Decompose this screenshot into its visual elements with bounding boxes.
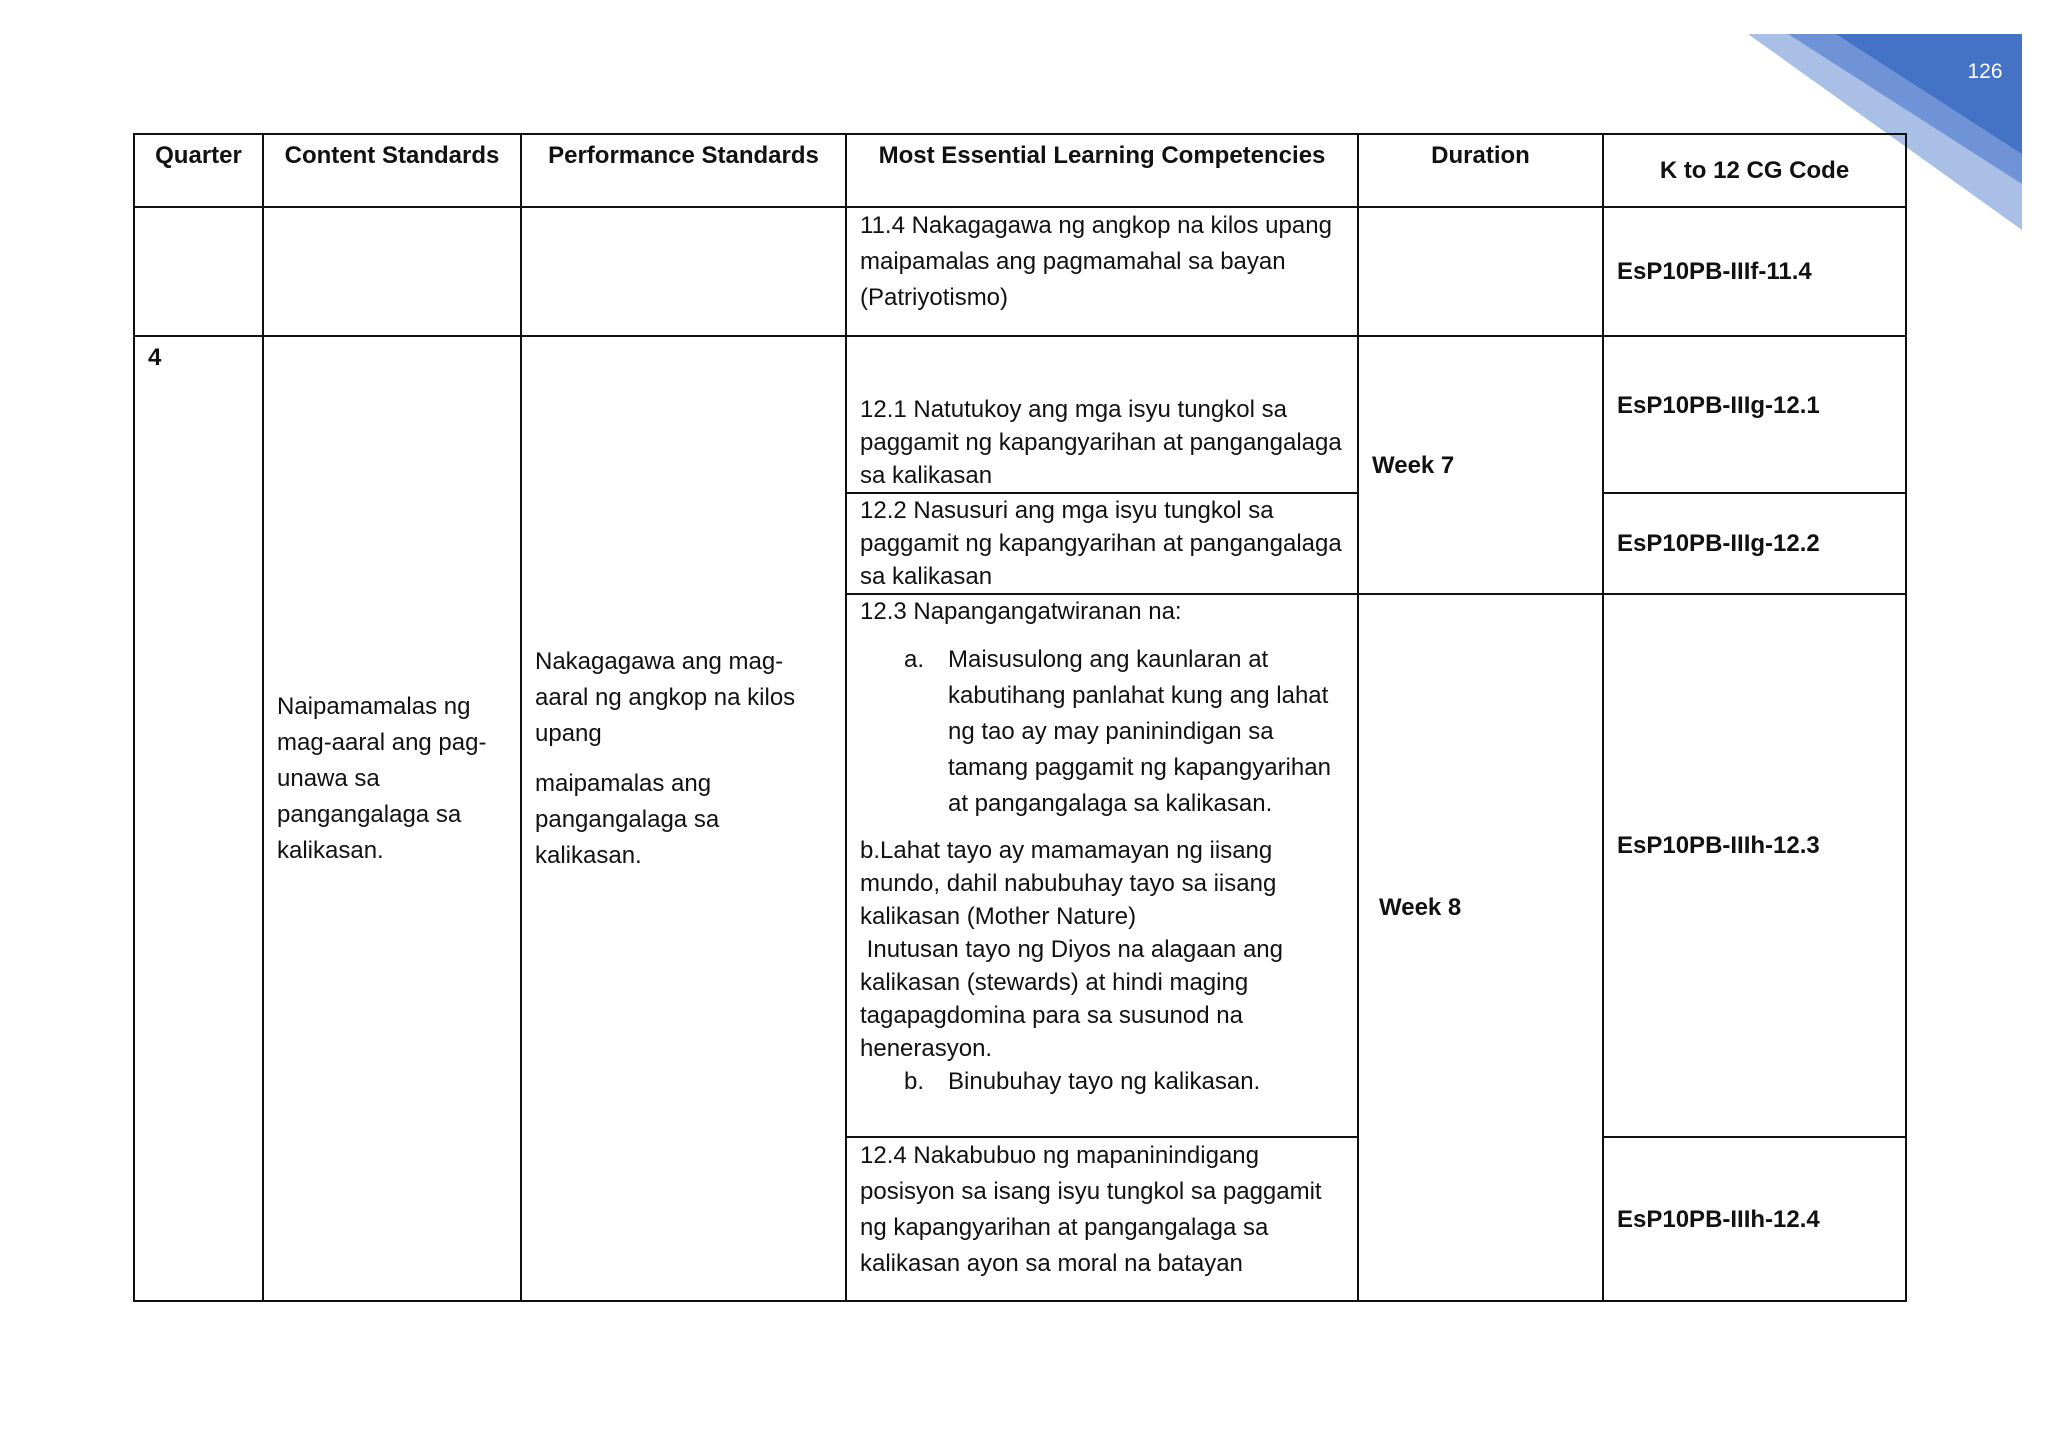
competency-12-3-a: Maisusulong ang kaunlaran at kabutihang panlahat kung ang lahat ng tao ay may paninindigan sa tamang paggamit ng kapangyarihan at pangangalaga sa kalikasan. <box>948 646 1331 817</box>
cell-duration-empty <box>1358 207 1603 336</box>
competency-12-1: 12.1 Natutukoy ang mga isyu tungkol sa paggamit ng kapangyarihan at pangangalaga sa kalikasan <box>846 336 1358 493</box>
code-12-2: EsP10PB-IIIg-12.2 <box>1603 493 1906 594</box>
competency-12-3-b: b.Lahat tayo ay mamamayan ng iisang mundo, dahil nabubuhay tayo sa iisang kalikasan (Mother Nature) <box>860 837 1277 930</box>
code-12-4: EsP10PB-IIIh-12.4 <box>1603 1137 1906 1301</box>
competency-12-3-c <box>860 1065 1344 1098</box>
competency-12-3-intro: 12.3 Napangangatwiranan na: <box>860 598 1182 625</box>
page-number: 126 <box>1967 60 2003 83</box>
quarter-number: 4 <box>134 336 263 1301</box>
performance-standard-line-1: Nakagagawa ang mag-aaral ng angkop na kilos upang <box>535 647 796 747</box>
code-11-4: EsP10PB-IIIf-11.4 <box>1603 207 1906 336</box>
table-row <box>134 207 1906 336</box>
performance-standard-line-2: maipamalas ang pangangalaga sa kalikasan. <box>535 769 720 869</box>
cell-performance-empty <box>521 207 846 336</box>
header-cg-code: K to 12 CG Code <box>1603 134 1906 207</box>
code-12-1: EsP10PB-IIIg-12.1 <box>1603 336 1906 493</box>
competency-12-3-list <box>860 642 1344 822</box>
competency-12-2: 12.2 Nasusuri ang mga isyu tungkol sa paggamit ng kapangyarihan at pangangalaga sa kalikasan <box>846 493 1358 594</box>
header-competencies: Most Essential Learning Competencies <box>846 134 1358 207</box>
performance-standard <box>521 336 846 1301</box>
duration-week-7: Week 7 <box>1358 336 1603 594</box>
list-item <box>860 642 1344 822</box>
cell-quarter-empty <box>134 207 263 336</box>
duration-week-8: Week 8 <box>1358 594 1603 1301</box>
content-standard: Naipamamalas ng mag-aaral ang pag-unawa sa pangangalaga sa kalikasan. <box>263 336 521 1301</box>
competency-12-3-c-text: Binubuhay tayo ng kalikasan. <box>948 1068 1261 1095</box>
melc-table <box>133 133 1907 1302</box>
list-marker-b: b. <box>904 1068 925 1095</box>
header-content-standards: Content Standards <box>263 134 521 207</box>
header-quarter: Quarter <box>134 134 263 207</box>
competency-12-3 <box>846 594 1358 1137</box>
table-header-row <box>134 134 1906 207</box>
cell-content-empty <box>263 207 521 336</box>
header-duration: Duration <box>1358 134 1603 207</box>
competency-12-3-b-continued: Inutusan tayo ng Diyos na alagaan ang kalikasan (stewards) at hindi maging tagapagdomina para sa susunod na henerasyon. <box>860 936 1290 1062</box>
competency-12-4: 12.4 Nakabubuo ng mapaninindigang posisyon sa isang isyu tungkol sa paggamit ng kapangyarihan at pangangalaga sa kalikasan ayon sa moral na batayan <box>846 1137 1358 1301</box>
list-marker-a: a. <box>904 646 925 673</box>
code-12-3: EsP10PB-IIIh-12.3 <box>1603 594 1906 1137</box>
competency-11-4: 11.4 Nakagagawa ng angkop na kilos upang maipamalas ang pagmamahal sa bayan (Patriyotismo) <box>846 207 1358 336</box>
table-row <box>134 336 1906 493</box>
header-performance-standards: Performance Standards <box>521 134 846 207</box>
